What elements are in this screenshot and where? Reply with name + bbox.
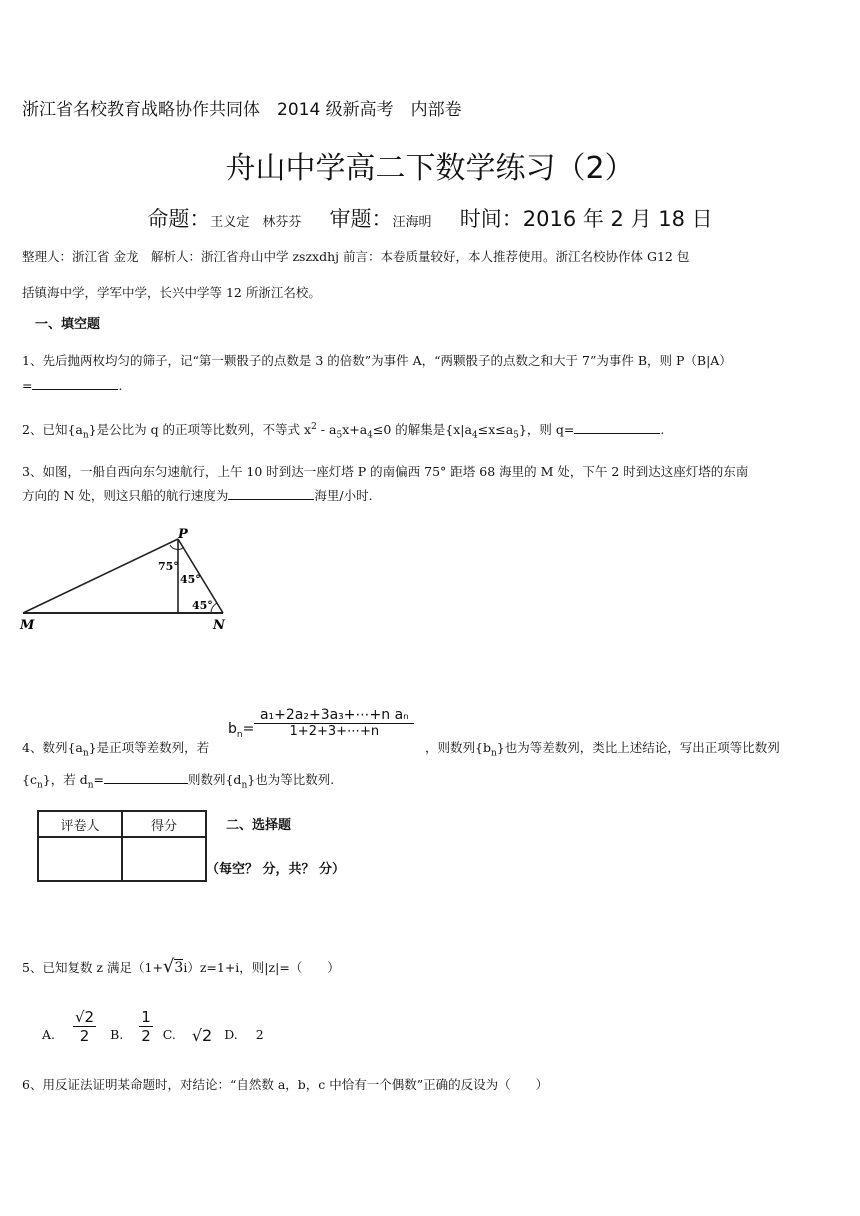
q4-prefix <box>22 738 209 764</box>
q4-equals: = <box>242 721 255 737</box>
q2-text: ≤0 的解集是{x|a <box>372 422 472 438</box>
grading-table <box>37 810 207 882</box>
header-line: 浙江省名校教育战略协作共同体 2014 级新高考 内部卷 <box>22 100 462 120</box>
meta-value-date: 2016 年 2 月 18 日 <box>522 207 713 231</box>
option-a-num: √2 <box>75 1008 95 1026</box>
q4-sub: n <box>82 748 89 759</box>
segment-MP <box>23 539 178 613</box>
label-m: M <box>20 618 35 633</box>
intro-line-2: 括镇海中学，学军中学，长兴中学等 12 所浙江名校。 <box>22 285 321 300</box>
score-note: （每空？ 分，共？ 分） <box>206 862 346 877</box>
q4-numerator: a₁+2a₂+3a₃+⋯+n aₙ <box>254 707 414 724</box>
q4-sub: n <box>87 780 94 791</box>
option-d-label[interactable]: D. <box>224 1027 238 1042</box>
q6-line: 6、用反证法证明某命题时，对结论：“自然数 a，b，c 中恰有一个偶数”正确的反设为（ ） <box>22 1077 549 1092</box>
q1-answer-blank[interactable] <box>32 375 118 390</box>
q2-text: }，则 q= <box>518 422 575 438</box>
q1-line-1: 1、先后抛两枚均匀的筛子，记“第一颗骰子的点数是 3 的倍数”为事件 A，“两颗骰子的点数之和大于 7”为事件 B，则 P（B|A） <box>22 353 732 368</box>
q4-bn-sub: n <box>236 729 243 740</box>
q1-equals: = <box>22 378 33 393</box>
q4-text: 4、数列{a <box>22 740 83 755</box>
label-p: P <box>178 527 188 542</box>
q4-sub: n <box>241 780 248 791</box>
label-angle-45-bottom: 45° <box>192 599 213 612</box>
intro-line-1: 整理人：浙江省 金龙 解析人：浙江省舟山中学 zszxdhj 前言：本卷质量较好，本人推荐使用。浙江名校协作体 G12 包 <box>22 249 690 264</box>
q1-line-2 <box>22 375 122 395</box>
q5-line <box>22 957 340 978</box>
q4-formula-lhs <box>228 721 254 740</box>
q4-text: {c <box>22 772 37 787</box>
q4-text: }也为等差数列，类比上述结论，写出正项等比数列 <box>496 740 780 755</box>
q4-sub: n <box>490 748 497 759</box>
section-heading-choice: 二、选择题 <box>226 818 292 833</box>
label-n: N <box>213 618 225 633</box>
grader-header: 评卷人 <box>38 811 122 837</box>
label-angle-45-top: 45° <box>180 573 201 586</box>
q5-text: i）z=1+i，则|z|=（ ） <box>183 960 340 975</box>
q2-sub: 4 <box>471 430 478 441</box>
q4-formula <box>228 707 414 740</box>
option-a-label[interactable]: A. <box>42 1027 56 1042</box>
sqrt-icon: √ <box>162 956 175 977</box>
q2-sub: n <box>82 430 89 441</box>
q4-text: }也为等比数列. <box>247 772 335 787</box>
q4-fraction <box>254 707 414 739</box>
option-b-value[interactable] <box>139 1008 153 1045</box>
q2-answer-blank[interactable] <box>574 419 660 434</box>
q4-text: 则数列{d <box>187 772 242 787</box>
q2-sub: 5 <box>513 430 519 441</box>
q4-text: ，则数列{b <box>425 740 491 755</box>
q1-end: . <box>118 378 123 393</box>
q4-bn: b <box>228 721 237 737</box>
option-d-value[interactable]: 2 <box>255 1027 264 1042</box>
q2-text: - a <box>316 422 337 438</box>
q4-text: }，若 d <box>42 772 88 787</box>
grader-cell[interactable] <box>38 837 122 881</box>
q2-end: . <box>660 422 665 438</box>
q3-text: 海里/小时. <box>314 488 373 503</box>
q3-answer-blank[interactable] <box>228 485 314 500</box>
q4-line-2 <box>22 769 334 796</box>
q2-text: ≤x≤a <box>477 422 514 438</box>
q3-line-1: 3、如图，一船自西向东匀速航行，上午 10 时到达一座灯塔 P 的南偏西 75° 距塔 68 海里的 M 处，下午 2 时到达这座灯塔的东南 <box>22 464 749 479</box>
option-b-label[interactable]: B. <box>110 1027 124 1042</box>
score-header: 得分 <box>122 811 206 837</box>
meta-value-author: 王义定 林芬芬 <box>210 215 302 230</box>
q4-suffix <box>425 738 780 764</box>
q4-answer-blank[interactable] <box>104 769 188 784</box>
meta-label-author: 命题： <box>147 207 211 231</box>
q4-sub: n <box>36 780 43 791</box>
score-cell[interactable] <box>122 837 206 881</box>
q5-radicand: 3 <box>174 960 184 976</box>
q3-line-2 <box>22 485 373 505</box>
q2-sub: 5 <box>336 430 343 441</box>
q2-line <box>22 418 664 446</box>
q2-sup: 2 <box>311 422 317 432</box>
q4-text: }是正项等差数列，若 <box>88 740 210 755</box>
option-a-value[interactable] <box>73 1008 96 1045</box>
page-title: 舟山中学高二下数学练习（2） <box>225 151 635 186</box>
meta-label-date: 时间： <box>459 207 523 231</box>
q4-denominator: 1+2+3+⋯+n <box>289 724 380 740</box>
q4-text: = <box>93 772 104 787</box>
option-b-den: 2 <box>141 1027 151 1045</box>
q3-text: 方向的 N 处，则这只船的航行速度为 <box>22 488 229 503</box>
option-a-den: 2 <box>79 1027 90 1045</box>
option-c-value[interactable]: √2 <box>191 1026 213 1045</box>
q2-text: 2、已知{a <box>22 422 83 438</box>
label-angle-75: 75° <box>158 560 179 573</box>
q2-text: x+a <box>342 422 368 438</box>
option-c-label[interactable]: C. <box>162 1027 176 1042</box>
q5-options <box>42 1008 264 1045</box>
meta-label-reviewer: 审题： <box>329 207 393 231</box>
triangle-figure <box>18 525 238 635</box>
q5-text: 5、已知复数 z 满足（1+ <box>22 960 163 975</box>
q2-sub: 4 <box>367 430 373 441</box>
option-b-num: 1 <box>141 1008 151 1026</box>
q2-text: }是公比为 q 的正项等比数列，不等式 x <box>88 422 312 438</box>
section-heading-fill: 一、填空题 <box>35 317 101 332</box>
meta-value-reviewer: 汪海明 <box>392 215 432 230</box>
meta-line <box>0 203 860 233</box>
